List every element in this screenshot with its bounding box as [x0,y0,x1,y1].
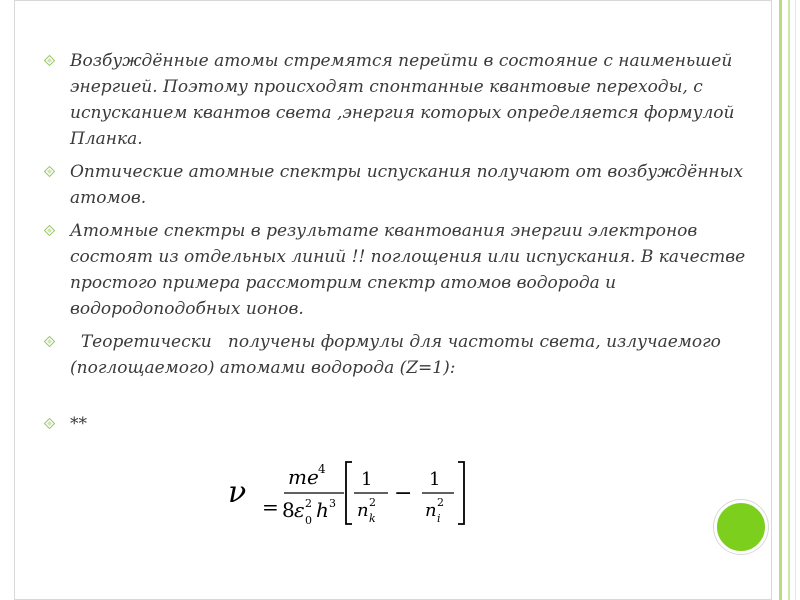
formula-minus: − [394,481,413,506]
inner-n-a: n [357,500,369,521]
bullet-item [44,218,764,322]
decor-green-circle [714,500,768,554]
formula-nu: ν [228,475,247,510]
inner-one-b: 1 [429,469,441,490]
left-bracket [346,462,352,524]
bullet-text: ** [70,414,87,434]
frame-top-line [14,0,772,1]
inner-n-b-sub: i [437,512,441,525]
decor-stripe [779,0,782,600]
diamond-bullet-icon [44,336,55,347]
bullet-text: Возбуждённые атомы стремятся перейти в состояние с наименьшей энергией. Поэтому происходят спонтанные квантовые переходы, с испусканием квантов света ,энергия которых определяется формулой Планка. [70,51,735,149]
slide-body [44,48,764,444]
right-bracket [458,462,464,524]
bullet-item [44,159,764,211]
formula-denominator-coef: 8 [282,498,295,522]
formula-h: h [316,498,329,522]
diamond-bullet-icon [44,166,55,177]
formula-epsilon-sub: 0 [305,514,312,527]
inner-n-a-sub: k [369,512,376,525]
diamond-bullet-icon [44,55,55,66]
formula-epsilon-sup: 2 [305,497,312,510]
decor-stripe [795,0,796,600]
bullet-text: Теоретически получены формулы для частоты света, излучаемого (поглощаемого) атомами водорода (Z=1): [70,332,727,378]
formula-equals: = [262,495,279,519]
inner-n-b-sup: 2 [437,496,444,509]
formula-numerator: me [288,465,319,489]
inner-n-b: n [425,500,437,521]
inner-n-a-sup: 2 [369,496,376,509]
diamond-bullet-icon [44,418,55,429]
bullet-item [44,329,764,381]
bullet-item [44,411,764,437]
decor-stripe [788,0,790,600]
diamond-bullet-icon [44,225,55,236]
inner-one-a: 1 [361,469,373,490]
bullet-text: Атомные спектры в результате квантования энергии электронов состоят из отдельных линий !! поглощения или испускания. В качестве простого примера рассмотрим спектр атомов водорода и водородоподобных ионов. [70,221,746,319]
formula-epsilon: ε [294,498,305,522]
bullet-text: Оптические атомные спектры испускания получают от возбуждённых атомов. [70,162,744,208]
formula-numerator-exp: 4 [318,462,326,476]
planck-rydberg-formula [228,458,488,530]
formula-h-exp: 3 [329,497,336,510]
bullet-item [44,48,764,152]
